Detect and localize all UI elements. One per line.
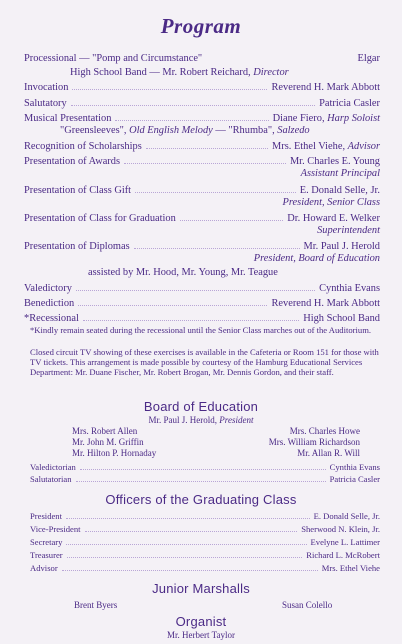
marshall-name: Susan Colello: [282, 600, 333, 610]
processional-band: High School Band — Mr. Robert Reichard, Director: [70, 67, 289, 78]
organist-heading: Organist: [175, 614, 227, 629]
benediction-row: Benediction Reverend H. Mark Abbott: [24, 298, 380, 309]
tv-note: Closed circuit TV showing of these exercises is available in the Cafeteria or Room 151 for those with TV tickets. This arrangement is made possible by courtesy of the Hamburg Educational Services Department: Mr. Duane Fischer, Mr. Robert Brogan, Mr. Dennis Gordon, and their staff.: [30, 347, 379, 377]
board-president: Mr. Paul J. Herold, President: [148, 415, 254, 425]
officer-row: Treasurer Richard L. McRobert: [30, 550, 380, 560]
officer-row: Vice-President Sherwood N. Klein, Jr.: [30, 524, 380, 534]
officers-heading: Officers of the Graduating Class: [105, 492, 297, 507]
diplomas-assisted: assisted by Mr. Hood, Mr. Young, Mr. Teague: [88, 267, 278, 278]
board-member: Mr. John M. Griffin: [72, 437, 144, 447]
gift-row: Presentation of Class Gift E. Donald Selle, Jr.: [24, 185, 380, 196]
officer-row: President E. Donald Selle, Jr.: [30, 511, 380, 521]
officer-row: Advisor Mrs. Ethel Viehe: [30, 563, 380, 573]
board-member: Mr. Hilton P. Hornaday: [72, 448, 157, 458]
recessional-note: *Kindly remain seated during the recessional until the Senior Class marches out of the Auditorium.: [30, 325, 372, 335]
graduation-role: Superintendent: [317, 225, 380, 236]
musical-row: Musical Presentation Diane Fiero, Harp Soloist: [24, 113, 380, 124]
board-member: Mrs. William Richardson: [268, 437, 360, 447]
marshalls-heading: Junior Marshalls: [152, 581, 250, 596]
marshall-name: Brent Byers: [74, 600, 118, 610]
page-title: Program: [160, 14, 242, 38]
board-heading: Board of Education: [143, 399, 259, 414]
board-member: Mrs. Charles Howe: [289, 426, 360, 436]
organist-name: Mr. Herbert Taylor: [167, 630, 235, 640]
valedictorian-row: Valedictorian Cynthia Evans: [30, 462, 380, 472]
valedictory-row: Valedictory Cynthia Evans: [24, 283, 380, 294]
board-member: Mr. Allan R. Will: [297, 448, 360, 458]
graduation-row: Presentation of Class for Graduation Dr. Howard E. Welker: [24, 213, 380, 224]
musical-pieces: "Greensleeves", Old English Melody — "Rhumba", Salzedo: [60, 125, 310, 136]
processional-composer: Elgar: [357, 53, 380, 64]
diplomas-row: Presentation of Diplomas Mr. Paul J. Herold: [24, 241, 380, 252]
processional-label: Processional — "Pomp and Circumstance": [24, 53, 203, 64]
awards-row: Presentation of Awards Mr. Charles E. Young: [24, 156, 380, 167]
salutatory-row: Salutatory Patricia Casler: [24, 98, 380, 109]
gift-role: President, Senior Class: [282, 197, 380, 208]
awards-role: Assistant Principal: [300, 168, 380, 179]
processional-row: [24, 52, 380, 65]
officer-row: Secretary Evelyne L. Lattimer: [30, 537, 380, 547]
salutatorian-row: Salutatorian Patricia Casler: [30, 474, 380, 484]
diplomas-role: President, Board of Education: [253, 253, 380, 264]
recessional-row: *Recessional High School Band: [24, 313, 380, 324]
board-member: Mrs. Robert Allen: [72, 426, 138, 436]
recognition-row: Recognition of Scholarships Mrs. Ethel Viehe, Advisor: [24, 141, 380, 152]
invocation-row: Invocation Reverend H. Mark Abbott: [24, 82, 380, 93]
